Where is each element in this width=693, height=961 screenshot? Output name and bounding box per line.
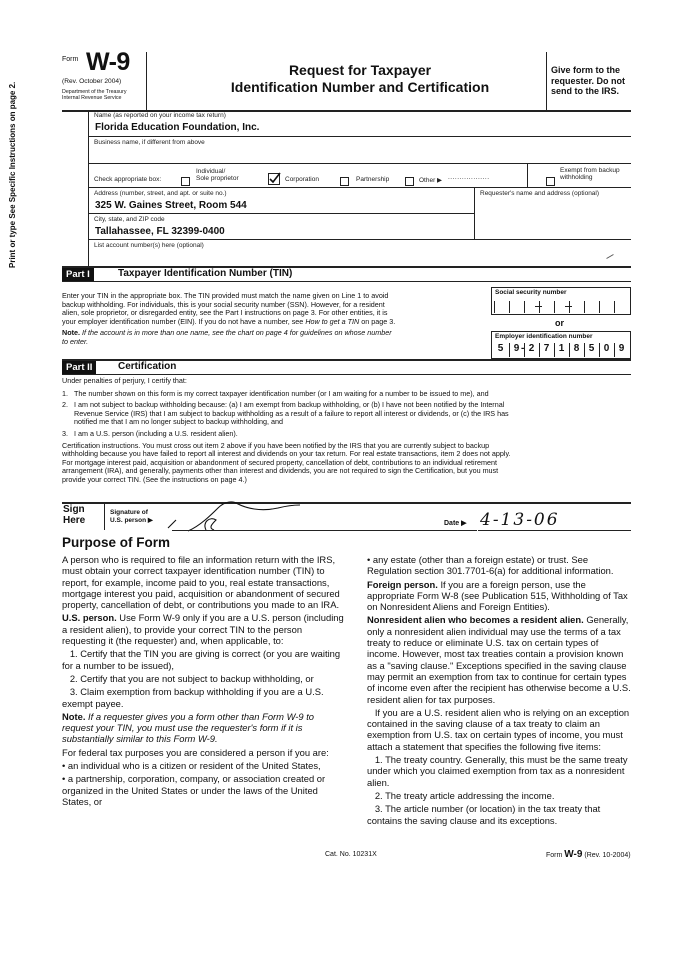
paragraph: 1. Certify that the TIN you are giving is correct (or you are waiting for a number to be issued), xyxy=(62,648,343,671)
address-field[interactable]: 325 W. Gaines Street, Room 544 xyxy=(95,200,247,211)
individual-checkbox[interactable] xyxy=(181,173,190,191)
address-label: Address (number, street, and apt. or suite no.) xyxy=(94,190,227,197)
give-form-note: Give form to the requester. Do not send to the IRS. xyxy=(551,65,626,96)
partnership-label: Partnership xyxy=(356,176,390,183)
name-field[interactable]: Florida Education Foundation, Inc. xyxy=(95,122,260,133)
ssn-digit-cell[interactable] xyxy=(524,301,539,313)
signature-field[interactable] xyxy=(160,498,430,534)
exempt-label: Exempt from backup withholding xyxy=(560,167,620,181)
sign-here-label: Sign Here xyxy=(63,504,86,526)
exempt-checkbox[interactable] xyxy=(546,173,555,191)
ssn-digit-cell[interactable] xyxy=(509,301,524,313)
ein-dash: - xyxy=(521,343,525,354)
paragraph: If you are a U.S. resident alien who is relying on an exception contained in the saving clause of a tax treaty to claim an exemption from U.S. tax on certain types of income, you must attach a statement that specifies the following five items: xyxy=(367,706,632,752)
ein-digit: 9 xyxy=(614,343,628,357)
purpose-right-column xyxy=(367,554,632,828)
part1-title: Taxpayer Identification Number (TIN) xyxy=(118,268,293,279)
ssn-dash xyxy=(565,306,572,307)
ein-digit: 5 xyxy=(584,343,598,357)
other-checkbox[interactable] xyxy=(405,173,414,191)
city-label: City, state, and ZIP code xyxy=(94,216,165,223)
revision: (Rev. October 2004) xyxy=(62,78,122,85)
ein-box xyxy=(491,331,631,359)
ein-digit: 2 xyxy=(524,343,538,357)
title-line1: Request for Taxpayer xyxy=(288,62,432,78)
handwritten-signature xyxy=(160,498,430,534)
ssn-digit-cell[interactable] xyxy=(539,301,554,313)
paragraph: U.S. person. Use Form W-9 only if you are a U.S. person (including a resident alien), to provide your correct TIN to the person requesting it (the requester) and, when applicable, to: xyxy=(62,612,347,647)
certification-instruction-line: For mortgage interest paid, acquisition or abandonment of secured property, cancellation of debt, contributions to an individual retirement xyxy=(62,457,497,467)
corporation-label: Corporation xyxy=(285,176,319,183)
paragraph: 2. The treaty article addressing the income. xyxy=(367,789,555,801)
ssn-digit-cell[interactable] xyxy=(494,301,509,313)
other-label: Other ▶ xyxy=(419,177,443,184)
part2-title: Certification xyxy=(118,361,177,372)
paragraph: • an individual who is a citizen or resident of the United States, xyxy=(62,760,321,772)
form-label: Form xyxy=(62,56,79,63)
city-field[interactable]: Tallahassee, FL 32399-0400 xyxy=(95,226,225,237)
account-field[interactable] xyxy=(94,250,624,264)
catalog-number: Cat. No. 10231X xyxy=(325,851,377,858)
ssn-box xyxy=(491,287,631,315)
certification-item: 3. I am a U.S. person (including a U.S. resident alien). xyxy=(62,428,238,438)
certification-instruction-line: withholding because you have failed to report all interest and dividends on your tax return. For real estate transactions, item 2 does not apply. xyxy=(62,449,511,459)
date-label: Date ▶ xyxy=(444,520,467,527)
ein-digit: 7 xyxy=(539,343,553,357)
paragraph: 2. Certify that you are not subject to backup withholding, or xyxy=(62,672,314,684)
ein-digit: 0 xyxy=(599,343,613,357)
paragraph: 3. The article number (or location) in the tax treaty that contains the saving clause and its exceptions. xyxy=(367,803,603,826)
individual-label: Individual/ Sole proprietor xyxy=(196,168,239,182)
part2-badge: Part II xyxy=(62,361,96,374)
paragraph: For federal tax purposes you are considered a person if you are: xyxy=(62,746,329,758)
ssn-field[interactable] xyxy=(494,299,628,314)
form-header xyxy=(62,48,630,108)
checkmark-icon xyxy=(268,171,282,185)
ssn-dash xyxy=(535,306,542,307)
title-line2: Identification Number and Certification xyxy=(230,79,490,95)
paragraph: Nonresident alien who becomes a resident alien. Generally, only a nonresident alien individual may use the terms of a tax treaty to reduce or eliminate U.S. tax on certain types of income. However, most tax treaties contain a provision known as a "saving clause." Exceptions specified in the saving clause may permit an exemption from tax to continue for certain types of income even after the recipient has otherwise become a U.S. resident alien for tax purposes. xyxy=(367,614,634,705)
paragraph: 1. The treaty country. Generally, this must be the same treaty under which you claimed exemption from tax as a nonresident alien. xyxy=(367,754,631,788)
paragraph: Note. If a requester gives you a form other than Form W-9 to request your TIN, you must use the requester's form if it is substantially similar to this Form W-9. xyxy=(62,710,315,745)
ssn-digit-cell[interactable] xyxy=(554,301,569,313)
certification-instruction-line: arrangement (IRA), and generally, payments other than interest and dividends, you are not required to sign the Certification, but you must xyxy=(62,466,499,476)
certification-instruction-line: Certification instructions. You must cross out item 2 above if you have been notified by the IRS that you are currently subject to backup xyxy=(62,440,490,450)
paragraph: A person who is required to file an information return with the IRS, must obtain your correct taxpayer identification number (TIN) to report, for example, income paid to you, real estate transactions, mortgage interest you paid, acquisition or abandonment of secured property, cancellation of debt, or contributions you made to an IRA. xyxy=(62,554,343,611)
name-label: Name (as reported on your income tax return) xyxy=(94,112,226,119)
side-instructions-label: Print or type See Specific Instructions on page 2. xyxy=(8,81,17,268)
certification-item: 2. I am not subject to backup withholding because: (a) I am exempt from backup withholding, or (b) I have not been notified by the Internal Revenue Service (IRS) that I am subject to backup withholding as a result of a failure to report all interest or dividends, or (c) the IRS has notified me that I am no longer subject to backup withholding, and xyxy=(62,400,509,427)
ssn-digit-cell[interactable] xyxy=(584,301,599,313)
business-name-label: Business name, if different from above xyxy=(94,139,205,146)
ein-digit: 8 xyxy=(569,343,583,357)
footer-form: Form W-9 (Rev. 10-2004) xyxy=(546,849,631,860)
form-number: W-9 xyxy=(86,48,130,76)
or-label: or xyxy=(555,318,564,328)
ein-digit: 5 xyxy=(497,343,504,354)
part1-badge: Part I xyxy=(62,268,94,281)
paragraph: 3. Claim exemption from backup withholding if you are a U.S. exempt payee. xyxy=(62,686,327,709)
paragraph: • any estate (other than a foreign estate) or trust. See Regulation section 301.7701-6(a) for additional information. xyxy=(367,554,614,577)
partnership-checkbox[interactable] xyxy=(340,173,349,191)
purpose-title: Purpose of Form xyxy=(62,535,171,550)
ssn-digit-cell[interactable] xyxy=(614,301,629,313)
part1-instructions: Enter your TIN in the appropriate box. The TIN provided must match the name given on Line 1 to avoid backup withholding. For individuals, this is your social security number (SSN). However, for a resident alien, sole proprietor, or disregarded entity, see the Part I instructions on page 3. For other entities, it is your employer identification number (EIN). If you do not have a number, see How to get a TIN on page 3. Note. If the account is in more than one name, see the chart on page 4 for guidelines on whose number to enter. xyxy=(62,291,396,346)
certification-item: 1. The number shown on this form is my correct taxpayer identification number (or I am waiting for a number to be issued to me), and xyxy=(62,388,489,398)
irs: Internal Revenue Service xyxy=(62,95,122,101)
ein-field[interactable] xyxy=(494,343,628,358)
other-field[interactable]: .................. xyxy=(448,174,490,181)
ein-digit: 1 xyxy=(554,343,568,357)
date-field[interactable]: 4-13-06 xyxy=(480,510,560,530)
certification-text: Under penalties of perjury, I certify that: 1. The number shown on this form is my correct taxpayer identification number (or I am waiting for a number to be issued to me), and 2. I am not subject to backup withholding because: (a) I am exempt from backup withholding, or (b) I have not been notified by the Internal Revenue Service (IRS) that I am subject to backup withholding as a result of a failure to report all interest or dividends, or (c) the IRS has notified me that I am no longer subject to backup withholding, and 3. I am a U.S. person (including a U.S. resident alien). Certification instructions. You must cross out item 2 above if you have been notified by the IRS that you are currently subject to backup withholding because you have failed to report all interest and dividends on your tax return. For real estate transactions, item 2 does not apply. For mortgage interest paid, acquisition or abandonment of secured property, cancellation of debt, contributions to an individual retirement arrangement (IRA), and generally, payments other than interest and dividends, you are not required to sign the Certification, but you must provide your correct TIN. (See the instructions on page 4.) xyxy=(62,377,632,485)
signature-label: Signature of U.S. person ▶ xyxy=(110,509,153,524)
ein-digit: 9 xyxy=(509,343,523,357)
check-box-label: Check appropriate box: xyxy=(94,176,162,183)
ssn-digit-cell[interactable] xyxy=(599,301,614,313)
purpose-left-column xyxy=(62,554,345,809)
account-label: List account number(s) here (optional) xyxy=(94,242,204,249)
corporation-checkbox[interactable] xyxy=(268,170,280,188)
paragraph: • a partnership, corporation, company, or association created or organized in the United States or under the laws of the United States, or xyxy=(62,773,328,807)
ssn-digit-cell[interactable] xyxy=(569,301,584,313)
department: Department of the Treasury xyxy=(62,89,127,95)
requester-label: Requester's name and address (optional) xyxy=(480,190,600,197)
certification-instruction-line: provide your correct TIN. (See the instructions on page 4.) xyxy=(62,474,247,484)
ssn-label: Social security number xyxy=(495,289,567,296)
paragraph: Foreign person. If you are a foreign person, use the appropriate Form W-8 (see Publication 515, Withholding of Tax on Nonresident Aliens and Foreign Entities). xyxy=(367,578,631,613)
ein-label: Employer identification number xyxy=(495,333,593,340)
